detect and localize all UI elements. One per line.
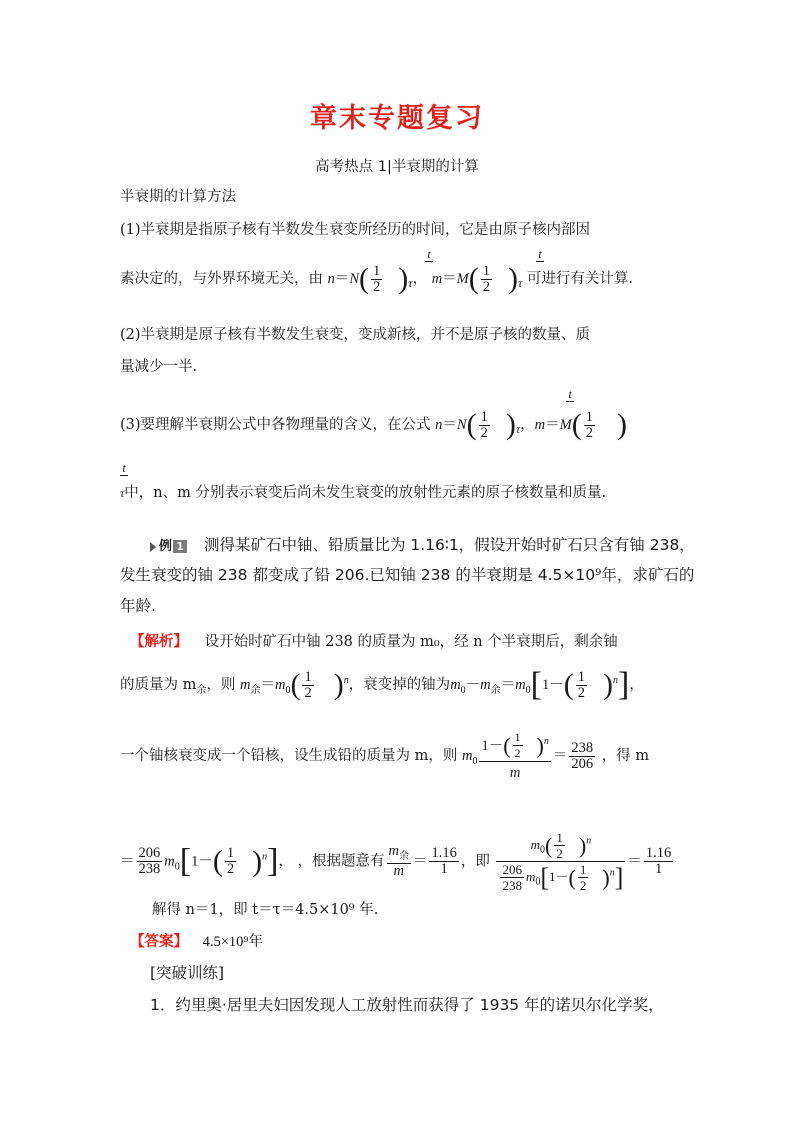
analysis-text-3b: ，得 m [601,748,650,765]
analysis-text-3a: 一个铀核衰变成一个铅核，设生成铅的质量为 m，则 [120,748,458,765]
analysis-tag: 【解析】 [130,634,188,650]
exponent-t-tau-4: t [120,462,128,476]
analysis-line-4: ＝ $\frac{206}{238}$ $m_0[1-$( $\frac{1}{2}$ )$^n$]， ，根据题意有 $\frac{m_余}{m}$ ＝ $\frac{1.16}{1}$ ，即 $m_0$( $\frac{1}{2}$ )$^n$ $\frac{206}{238}$ $m_0[1-$( $\frac{1}{2}$ )$^n$] ＝ $\frac{1.16}{1}$ [120,830,672,893]
analysis-line-2: 的质量为 $m_余$，则 $m_余=m_0$( $\frac{1}{2}$ )$^n$，衰变掉的铀为$m_0-m_余=m_0[1-$( $\frac{1}{2}$ )$^n$]， [120,666,644,703]
paragraph-1-line-2: 素决定的，与外界环境无关，由 n＝N( $\frac{1}{2}$ )$_\tau$， m＝M( $\frac{1}{2}$ )$_\tau$ 可进行有关计算. [120,262,634,295]
training-item-1: 1．约里奥·居里夫妇因发现人工放射性而获得了 1935 年的诺贝尔化学奖， [150,996,664,1014]
exponent-t-tau-3: t [566,388,574,402]
paragraph-1-line-1: (1)半衰期是指原子核有半数发生衰变所经历的时间，它是由原子核内部因 [120,222,591,238]
exponent-t-tau-1: t [425,248,433,262]
formula-n: n [327,271,335,287]
paragraph-3-text-a: (3)要理解半衰期公式中各物理量的含义，在公式 [120,417,431,433]
example-text-1: 测得某矿石中铀、铅质量比为 1.16∶1，假设开始时矿石只含有铀 238， [203,536,695,554]
paragraph-1-text-b: 可进行有关计算. [526,271,634,287]
example-label: 例 [159,539,173,554]
answer-tag: 【答案】 [130,934,188,950]
analysis-text-2a: 的质量为 m [120,677,197,693]
example-1-line-3: 年龄. [120,597,156,615]
training-heading: [突破训练] [150,964,225,982]
analysis-line-1 [130,630,618,651]
paragraph-2-line-2: 量减少一半. [120,359,198,375]
exponent-t-tau-2: t [536,248,544,262]
solution-line: 解得 n＝1，即 t＝τ＝4.5×10⁹ 年. [152,902,379,918]
example-1-line-2: 发生衰变的铀 238 都变成了铅 206.已知铀 238 的半衰期是 4.5×10⁹年，求矿石的 [120,566,695,584]
answer-line [130,930,263,951]
example-badge [150,535,187,554]
example-number: 1 [173,540,187,553]
paragraph-3-line-1: (3)要理解半衰期公式中各物理量的含义，在公式 n＝N( $\frac{1}{2}$ )$_\tau$，m＝M( $\frac{1}{2}$ ) [120,408,627,441]
paragraph-3-line-2: τ中，n、m 分别表示衰变后尚未发生衰变的放射性元素的原子核数量和质量. [120,485,607,501]
page-title: 章末专题复习 [310,103,484,134]
triangle-icon [150,542,156,552]
paragraph-3-text-b: 中，n、m 分别表示衰变后尚未发生衰变的放射性元素的原子核数量和质量. [124,485,607,501]
section-subtitle: 高考热点 1|半衰期的计算 [315,159,479,175]
analysis-line-3: 一个铀核衰变成一个铅核，设生成铅的质量为 m，则 $m_0$ 1－( $\frac{1}{2}$ )$^n$ m ＝ $\frac{238}{206}$ ，得 m [120,728,649,784]
analysis-text-1: 设开始时矿石中铀 238 的质量为 m₀，经 n 个半衰期后，剩余铀 [204,634,618,650]
paragraph-1-text-a: 素决定的，与外界环境无关，由 [120,271,323,287]
example-1-line-1 [150,533,695,555]
analysis-text-4b: ，即 [460,853,490,870]
answer-value: 4.5×10⁹年 [202,934,263,950]
method-heading: 半衰期的计算方法 [120,189,236,205]
analysis-text-4a: ，根据题意有 [297,853,385,870]
paragraph-2-line-1: (2)半衰期是原子核有半数发生衰变，变成新核，并不是原子核的数量、质 [120,327,591,343]
analysis-text-2b: ，衰变掉的铀为 [348,677,451,693]
